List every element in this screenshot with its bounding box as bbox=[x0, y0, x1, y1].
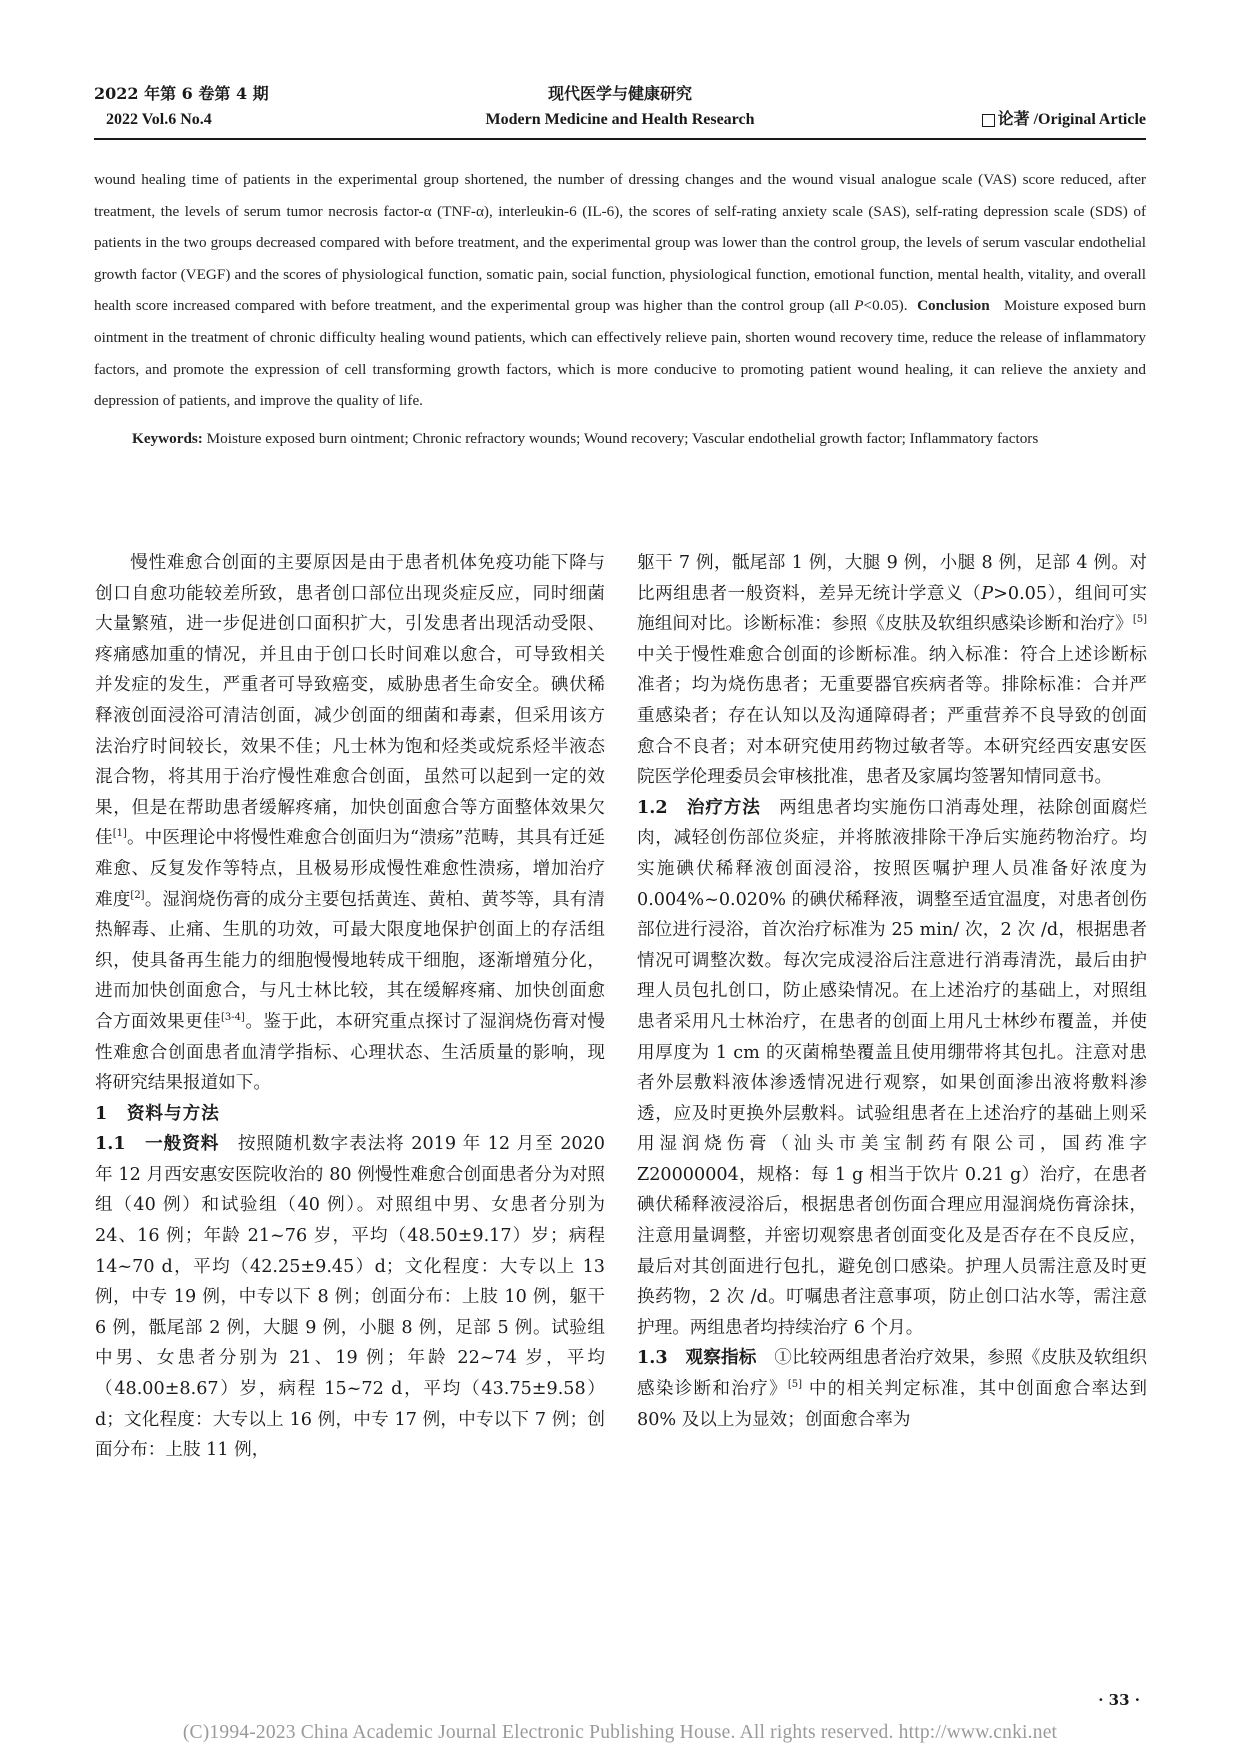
p-value: <0.05). bbox=[863, 297, 908, 315]
intro-text-3: 。湿润烧伤膏的成分主要包括黄连、黄柏、黄芩等，具有清热解毒、止痛、生肌的功效，可最大限度地保护创面上的存活组织，使具备再生能力的细胞慢慢地转成干细胞，逐渐增殖分化，进而加快创面愈合，与凡士林比较，其在缓解疼痛、加快创面愈合方面效果更佳 bbox=[95, 889, 605, 1032]
continued-text-2: >0.05），组间可实施组间对比。诊断标准：参照《皮肤及软组织感染诊断和治疗》 bbox=[637, 583, 1147, 635]
citation-ref: [5] bbox=[787, 1379, 803, 1391]
english-abstract bbox=[94, 164, 1146, 454]
conclusion-text: Moisture exposed burn ointment in the treatment of chronic difficulty healing wound patients, which can effectively relieve pain, shorten wound recovery time, reduce the release of inflammatory factors, and promote the expression of cell transforming growth factors, which is more conducive to promoting patient wound healing, it can relieve the anxiety and depression of patients, and improve the quality of life. bbox=[94, 297, 1147, 410]
continued-text-1: 躯干 7 例，骶尾部 1 例，大腿 9 例，小腿 8 例，足部 4 例。对比两组患者一般资料，差异无统计学意义（ bbox=[637, 553, 1147, 604]
keywords bbox=[94, 423, 1146, 455]
intro-paragraph bbox=[95, 548, 605, 1099]
treatment-paragraph bbox=[637, 793, 1147, 1344]
subsection-heading: 1.2 治疗方法 bbox=[637, 796, 761, 818]
copyright-footer: (C)1994-2023 China Academic Journal Electronic Publishing House. All rights reserved. http://www.cnki.net bbox=[182, 1722, 1058, 1743]
keywords-label: Keywords: bbox=[132, 429, 203, 447]
observation-text-1: ①比较两组患者治疗效果，参照《皮肤及软组织感染诊断和治疗》 bbox=[637, 1348, 1147, 1400]
general-data-paragraph bbox=[95, 1129, 605, 1466]
keywords-text: Moisture exposed burn ointment; Chronic refractory wounds; Wound recovery; Vascular endothelial growth factor; Inflammatory factors bbox=[206, 429, 1039, 447]
general-data-text: 按照随机数字表法将 2019 年 12 月至 2020 年 12 月西安惠安医院收治的 80 例慢性难愈合创面患者分为对照组（40 例）和试验组（40 例）。对照组中男、女患者分别为 24、16 例；年龄 21~76 岁，平均（48.50±9.17）岁；病程 14~70 d，平均（42.25±9.45）d；文化程度：大专以上 13 例，中专 19 例，中专以下 8 例；创面分布：上肢 10 例，躯干 6 例，骶尾部 2 例，大腿 9 例，小腿 8 例，足部 5 例。试验组中男、女患者分别为 21、19 例；年龄 22~74 岁，平均（48.00±8.67）岁，病程 15~72 d，平均（43.75±9.58）d；文化程度：大专以上 16 例，中专 17 例，中专以下 7 例；创面分布：上肢 11 例， bbox=[95, 1134, 605, 1461]
conclusion-label: Conclusion bbox=[917, 297, 990, 315]
citation-ref: [5] bbox=[1132, 614, 1147, 626]
subsection-heading: 1.1 一般资料 bbox=[95, 1133, 220, 1155]
p-symbol: P bbox=[981, 583, 994, 604]
page-header bbox=[94, 80, 1146, 136]
page-number: · 33 · bbox=[1098, 1691, 1140, 1709]
left-column bbox=[95, 548, 605, 1466]
journal-title-en: Modern Medicine and Health Research bbox=[485, 111, 755, 128]
treatment-text: 两组患者均实施伤口消毒处理，祛除创面腐烂肉，减轻创伤部位炎症，并将脓液排除干净后实施药物治疗。均实施碘伏稀释液创面浸浴，按照医嘱护理人员准备好浓度为 0.004%~0.020% 的碘伏稀释液，调整至适宜温度，对患者创伤部位进行浸浴，首次治疗标准为 25 min/ 次，2 次 /d，根据患者情况可调整次数。每次完成浸浴后注意进行消毒清洗，最后由护理人员包扎创口，防止感染情况。在上述治疗的基础上，对照组患者采用凡士林治疗，在患者的创面上用凡士林纱布覆盖，并使用厚度为 1 cm 的灭菌棉垫覆盖且使用绷带将其包扎。注意对患者外层敷料液体渗透情况进行观察，如果创面渗出液将敷料渗透，应及时更换外层敷料。试验组患者在上述治疗的基础上则采用湿润烧伤膏（汕头市美宝制药有限公司，国药准字 Z20000004，规格：每 1 g 相当于饮片 0.21 g）治疗，在患者碘伏稀释液浸浴后，根据患者创伤面合理应用湿润烧伤膏涂抹，注意用量调整，并密切观察患者创面变化及是否存在不良反应，最后对其创面进行包扎，避免创口感染。护理人员需注意及时更换药物，2 次 /d。叮嘱患者注意事项，防止创口沾水等，需注意护理。两组患者均持续治疗 6 个月。 bbox=[637, 797, 1147, 1338]
observation-paragraph bbox=[637, 1343, 1147, 1435]
section-heading: 1 资料与方法 bbox=[95, 1102, 220, 1124]
citation-ref: [1] bbox=[112, 828, 127, 840]
checkbox-square-icon bbox=[982, 114, 995, 127]
issue-cn: 2022 年第 6 卷第 4 期 bbox=[94, 84, 269, 103]
abstract-results: wound healing time of patients in the experimental group shortened, the number of dressing changes and the wound visual analogue scale (VAS) score reduced, after treatment, the levels of serum tumor necrosis factor-α (TNF-α), interleukin-6 (IL-6), the scores of self-rating anxiety scale (SAS), self-rating depression scale (SDS) of patients in the two groups decreased compared with before treatment, and the experimental group was lower than the control group, the levels of serum vascular endothelial growth factor (VEGF) and the scores of physiological function, somatic pain, social function, physiological function, emotional function, mental health, vitality, and overall health score increased compared with before treatment, and the experimental group was higher than the control group (all bbox=[94, 171, 1146, 315]
citation-ref: [2] bbox=[130, 889, 145, 901]
abstract-paragraph bbox=[94, 164, 1146, 417]
intro-text-2: 。中医理论中将慢性难愈合创面归为“溃疡”范畴，其具有迁延难愈、反复发作等特点，且极易形成慢性难愈性溃疡，增加治疗难度 bbox=[95, 828, 605, 910]
subsection-heading: 1.3 观察指标 bbox=[637, 1347, 757, 1369]
intro-text-1: 慢性难愈合创面的主要原因是由于患者机体免疫功能下降与创口自愈功能较差所致，患者创口部位出现炎症反应，同时细菌大量繁殖，进一步促进创口面积扩大，引发患者出现活动受限、疼痛感加重的情况，并且由于创口长时间难以愈合，可导致相关并发症的发生，严重者可导致癌变，威胁患者生命安全。碘伏稀释液创面浸浴可清洁创面，减少创面的细菌和毒素，但采用该方法治疗时间较长，效果不佳；凡士林为饱和烃类或烷系烃半液态混合物，将其用于治疗慢性难愈合创面，虽然可以起到一定的效果，但是在帮助患者缓解疼痛，加快创面愈合等方面整体效果欠佳 bbox=[95, 553, 605, 849]
article-type bbox=[982, 110, 1146, 130]
p-symbol: P bbox=[854, 297, 864, 315]
issue-en: 2022 Vol.6 No.4 bbox=[106, 111, 212, 128]
header-rule bbox=[94, 138, 1146, 140]
article-type-label: 论著 /Original Article bbox=[997, 111, 1146, 128]
general-data-continued bbox=[637, 548, 1147, 793]
observation-text-2: 中的相关判定标准，其中创面愈合率达到 80% 及以上为显效；创面愈合率为 bbox=[637, 1379, 1147, 1430]
right-column bbox=[637, 548, 1147, 1435]
journal-title-cn: 现代医学与健康研究 bbox=[547, 84, 692, 103]
continued-text-3: 中关于慢性难愈合创面的诊断标准。纳入标准：符合上述诊断标准者；均为烧伤患者；无重要器官疾病者等。排除标准：合并严重感染者；存在认知以及沟通障碍者；严重营养不良导致的创面愈合不良者；对本研究使用药物过敏者等。本研究经西安惠安医院医学伦理委员会审核批准，患者及家属均签署知情同意书。 bbox=[637, 644, 1147, 788]
citation-ref: [3-4] bbox=[221, 1012, 245, 1024]
intro-text-4: 。鉴于此，本研究重点探讨了湿润烧伤膏对慢性难愈合创面患者血清学指标、心理状态、生活质量的影响，现将研究结果报道如下。 bbox=[95, 1011, 605, 1094]
